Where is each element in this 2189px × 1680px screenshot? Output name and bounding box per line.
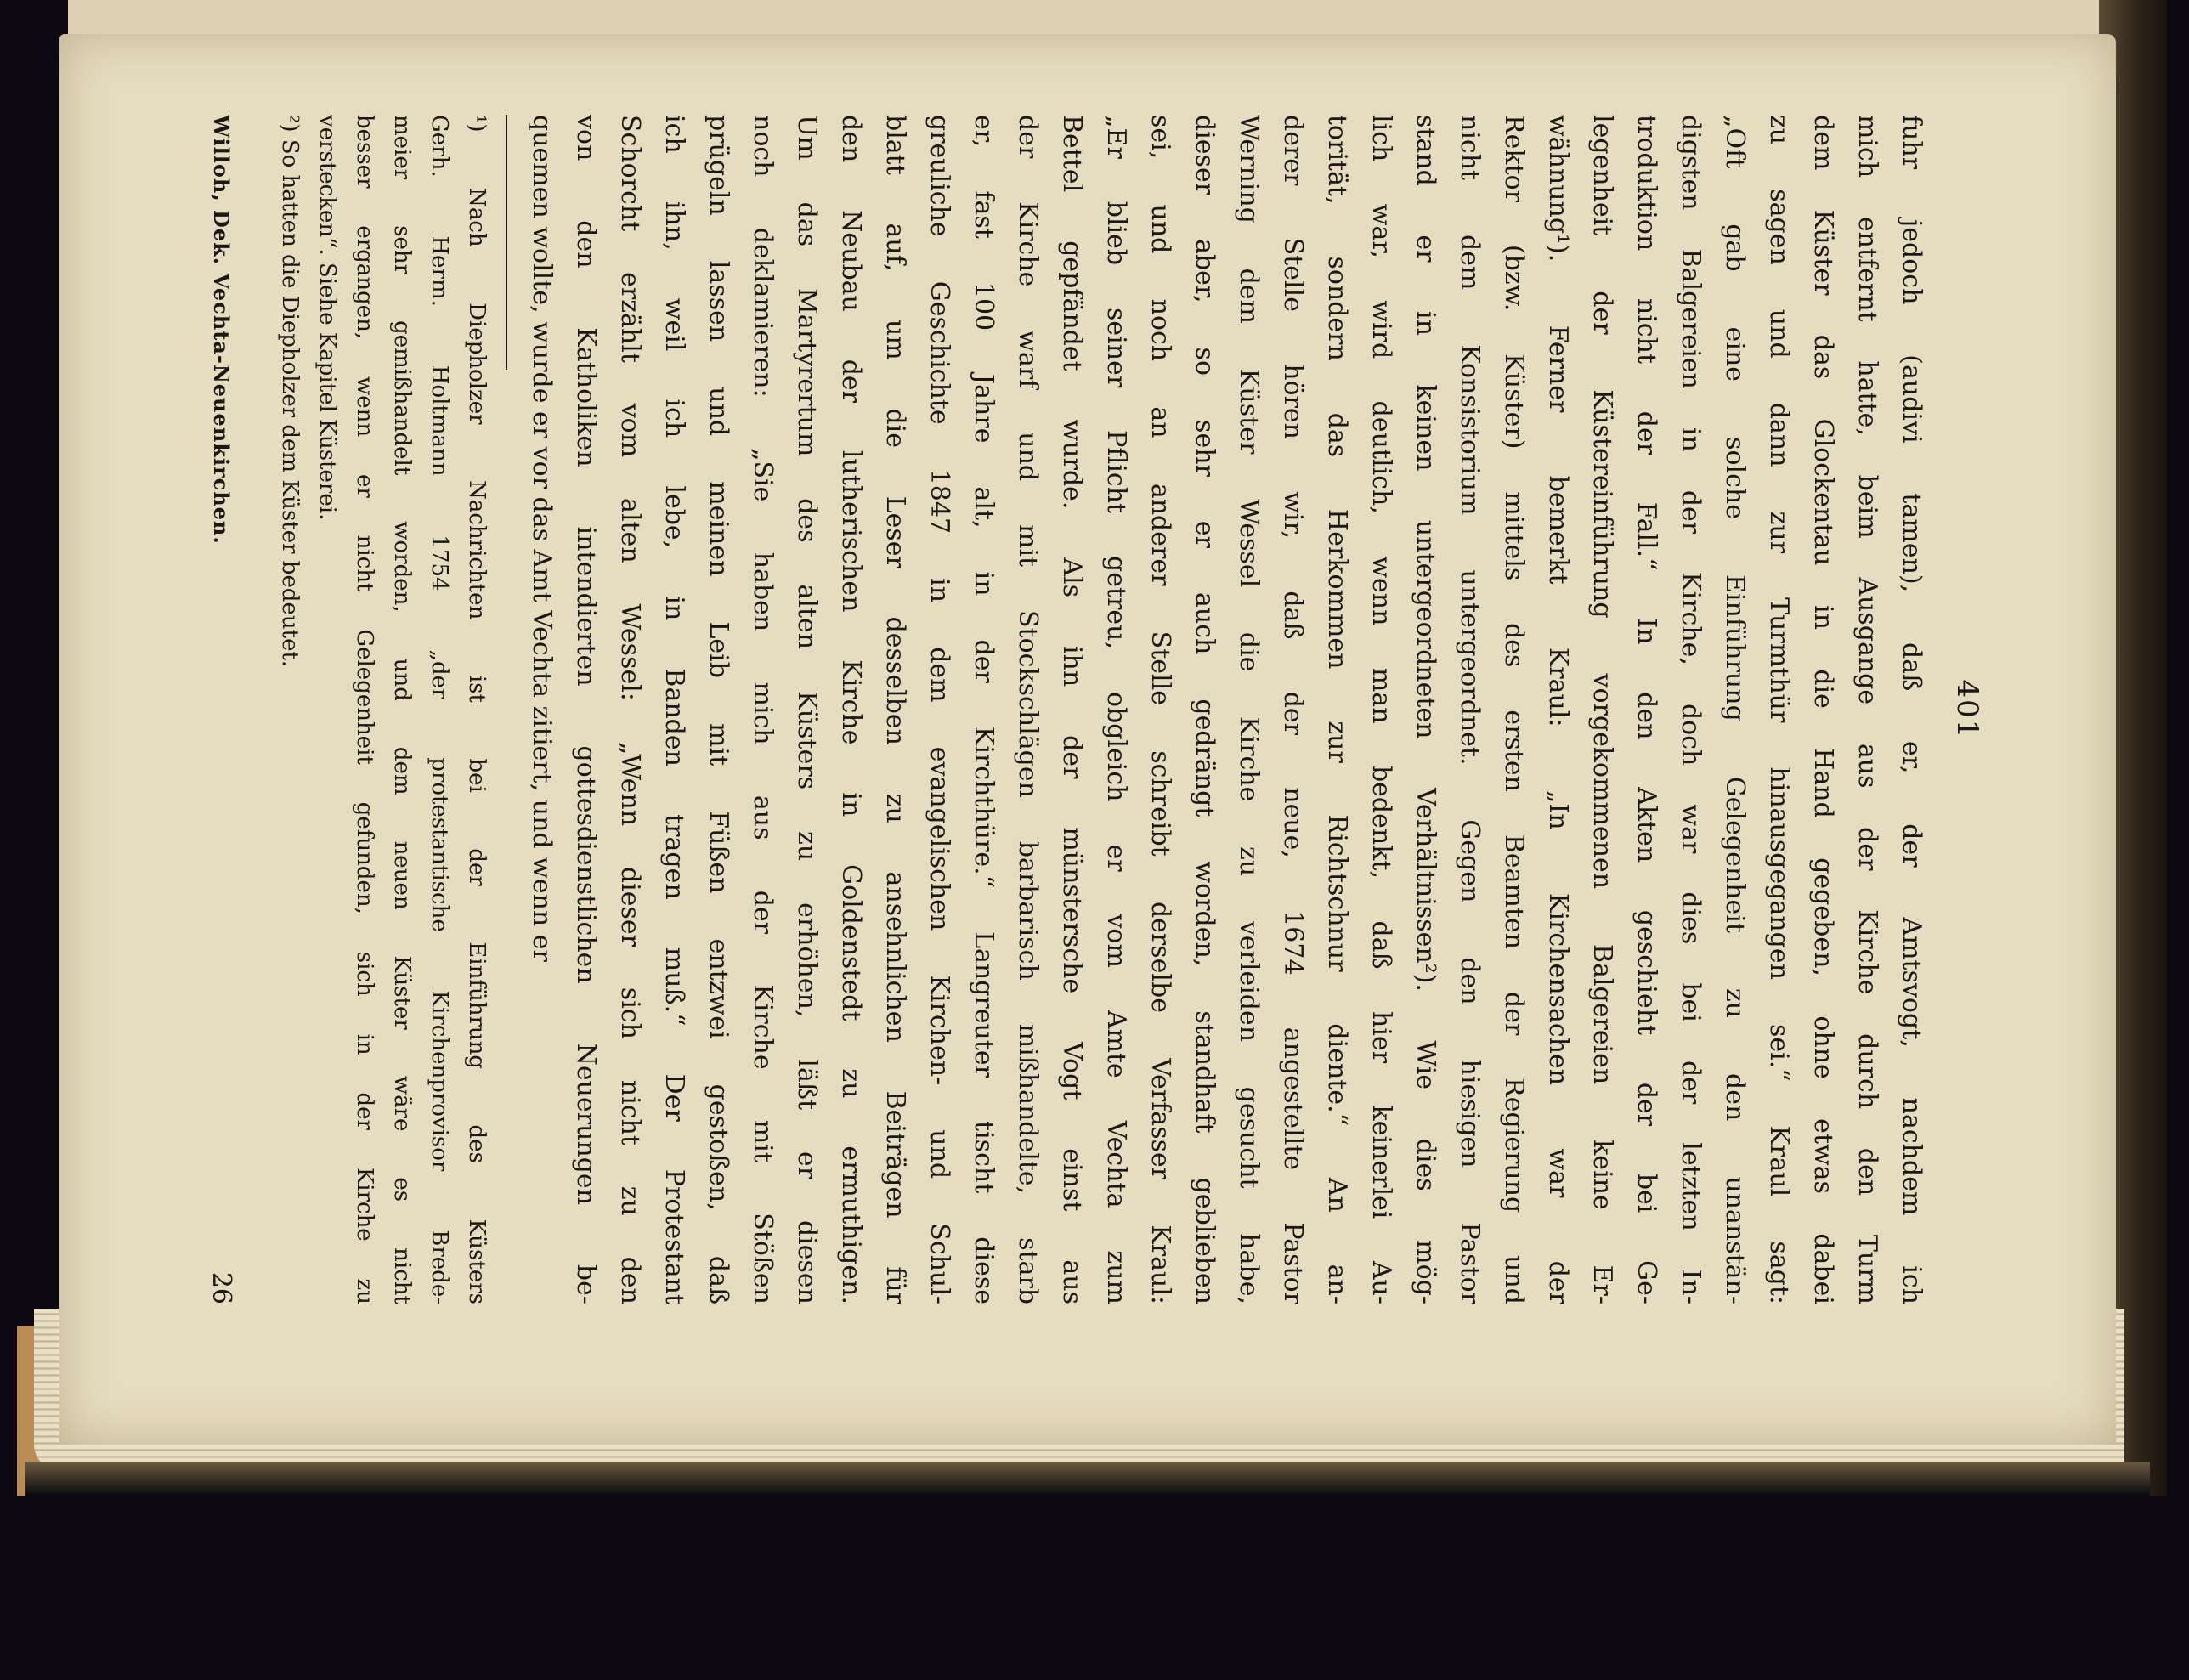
body-line: digsten Balgereien in der Kirche, doch war dies bei der letzten In- — [1676, 115, 1705, 1304]
body-line: zu sagen und dann zur Turmthür hinausgegangen sei.“ Kraul sagt: — [1764, 115, 1794, 1304]
footnote-line: verstecken“. Siehe Kapitel Küsterei. — [314, 115, 340, 521]
body-line: Um das Martyrertum des alten Küsters zu erhöhen, läßt er diesen — [792, 115, 822, 1304]
printer-signature: Willoh, Dek. Vechta-Neuenkirchen. — [209, 115, 235, 545]
body-line: fuhr jedoch (audivi tamen), daß er, der Amtsvogt, nachdem ich — [1897, 115, 1926, 1304]
body-line: lich war, wird deutlich, wenn man bedenkt, daß hier keinerlei Au- — [1366, 115, 1396, 1304]
body-line: Bettel gepfändet wurde. Als ihn der münstersche Vogt einst aus — [1057, 115, 1087, 1304]
footnote-line: ²) So hatten die Diepholzer dem Küster bedeutet. — [277, 115, 303, 668]
body-line: „Er blieb seiner Pflicht getreu, obgleich er vom Amte Vechta zum — [1101, 115, 1131, 1304]
footnote-line: Gerh. Herm. Holtmann 1754 „der protestantische Kirchenprovisor Brede- — [427, 115, 452, 1304]
footnotes — [271, 115, 495, 1304]
body-line: von den Katholiken intendierten gottesdienstlichen Neuerungen be- — [571, 115, 601, 1304]
footnote-line: besser ergangen, wenn er nicht Gelegenheit gefunden, sich in der Kirche zu — [352, 115, 377, 1304]
page-footer — [188, 115, 256, 1304]
body-line: noch deklamieren: „Sie haben mich aus der Kirche mit Stößen — [748, 115, 778, 1304]
rotated-text-block — [188, 115, 1993, 1304]
body-line: sei, und noch an anderer Stelle schreibt derselbe Verfasser Kraul: — [1145, 115, 1175, 1304]
footnote-line: ¹) Nach Diepholzer Nachrichten ist bei der Einführung des Küsters — [464, 115, 489, 1304]
body-line: prügeln lassen und meinen Leib mit Füßen entzwei gestoßen, daß — [704, 115, 733, 1304]
page-header — [1942, 115, 1993, 1304]
body-line: dem Küster das Glockentau in die Hand gegeben, ohne etwas dabei — [1808, 115, 1838, 1304]
body-text — [519, 115, 1933, 1304]
body-line: den Neubau der lutherischen Kirche in Goldenstedt zu ermuthigen. — [836, 115, 866, 1304]
body-line: derer Stelle hören wir, daß der neue, 1674 angestellte Pastor — [1278, 115, 1308, 1304]
body-line: Werning dem Küster Wessel die Kirche zu verleiden gesucht habe, — [1234, 115, 1264, 1304]
body-line: wähnung¹). Ferner bemerkt Kraul: „In Kirchensachen war der — [1543, 115, 1573, 1304]
page-number: 401 — [1950, 679, 1984, 740]
body-line: torität, sondern das Herkommen zur Richtschnur diente.“ An an- — [1322, 115, 1352, 1304]
previous-page-edge — [68, 0, 2124, 37]
body-line: mich entfernt hatte, beim Ausgange aus der Kirche durch den Turm — [1852, 115, 1882, 1304]
body-line: nicht dem Konsistorium untergeordnet. Gegen den hiesigen Pastor — [1455, 115, 1485, 1304]
body-line: „Oft gab eine solche Einführung Gelegenheit zu den unanstän- — [1720, 115, 1750, 1304]
body-line: stand er in keinen untergeordneten Verhältnissen²). Wie dies mög- — [1411, 115, 1440, 1304]
body-line: greuliche Geschichte 1847 in dem evangelischen Kirchen- und Schul- — [925, 115, 954, 1304]
body-line: der Kirche warf und mit Stockschlägen barbarisch mißhandelte, starb — [1013, 115, 1043, 1304]
body-line: quemen wollte, wurde er vor das Amt Vechta zitiert, und wenn er — [527, 115, 557, 962]
sheet-signature-number: 26 — [206, 1271, 237, 1304]
body-line: blatt auf, um die Leser desselben zu ansehnlichen Beiträgen für — [880, 115, 910, 1304]
body-line: Rektor (bzw. Küster) mittels des ersten Beamten der Regierung und — [1499, 115, 1529, 1304]
body-line: legenheit der Küstereinführung vorgekommenen Balgereien keine Er- — [1587, 115, 1617, 1304]
footnote-divider — [506, 115, 507, 370]
body-line: Schorcht erzählt vom alten Wessel: „Wenn dieser sich nicht zu den — [615, 115, 645, 1304]
body-line: troduktion nicht der Fall.“ In den Akten geschieht der bei Ge- — [1632, 115, 1661, 1304]
bottom-shadow — [25, 1462, 2150, 1496]
body-line: er, fast 100 Jahre alt, in der Kirchthüre.“ Langreuter tischt diese — [969, 115, 998, 1304]
footnote-line: meier sehr gemißhandelt worden, und dem neuen Küster wäre es nicht — [389, 115, 415, 1304]
body-line: dieser aber, so sehr er auch gedrängt worden, standhaft geblieben — [1190, 115, 1219, 1304]
body-line: ich ihn, weil ich lebe, in Banden tragen muß.“ Der Protestant — [659, 115, 689, 1304]
